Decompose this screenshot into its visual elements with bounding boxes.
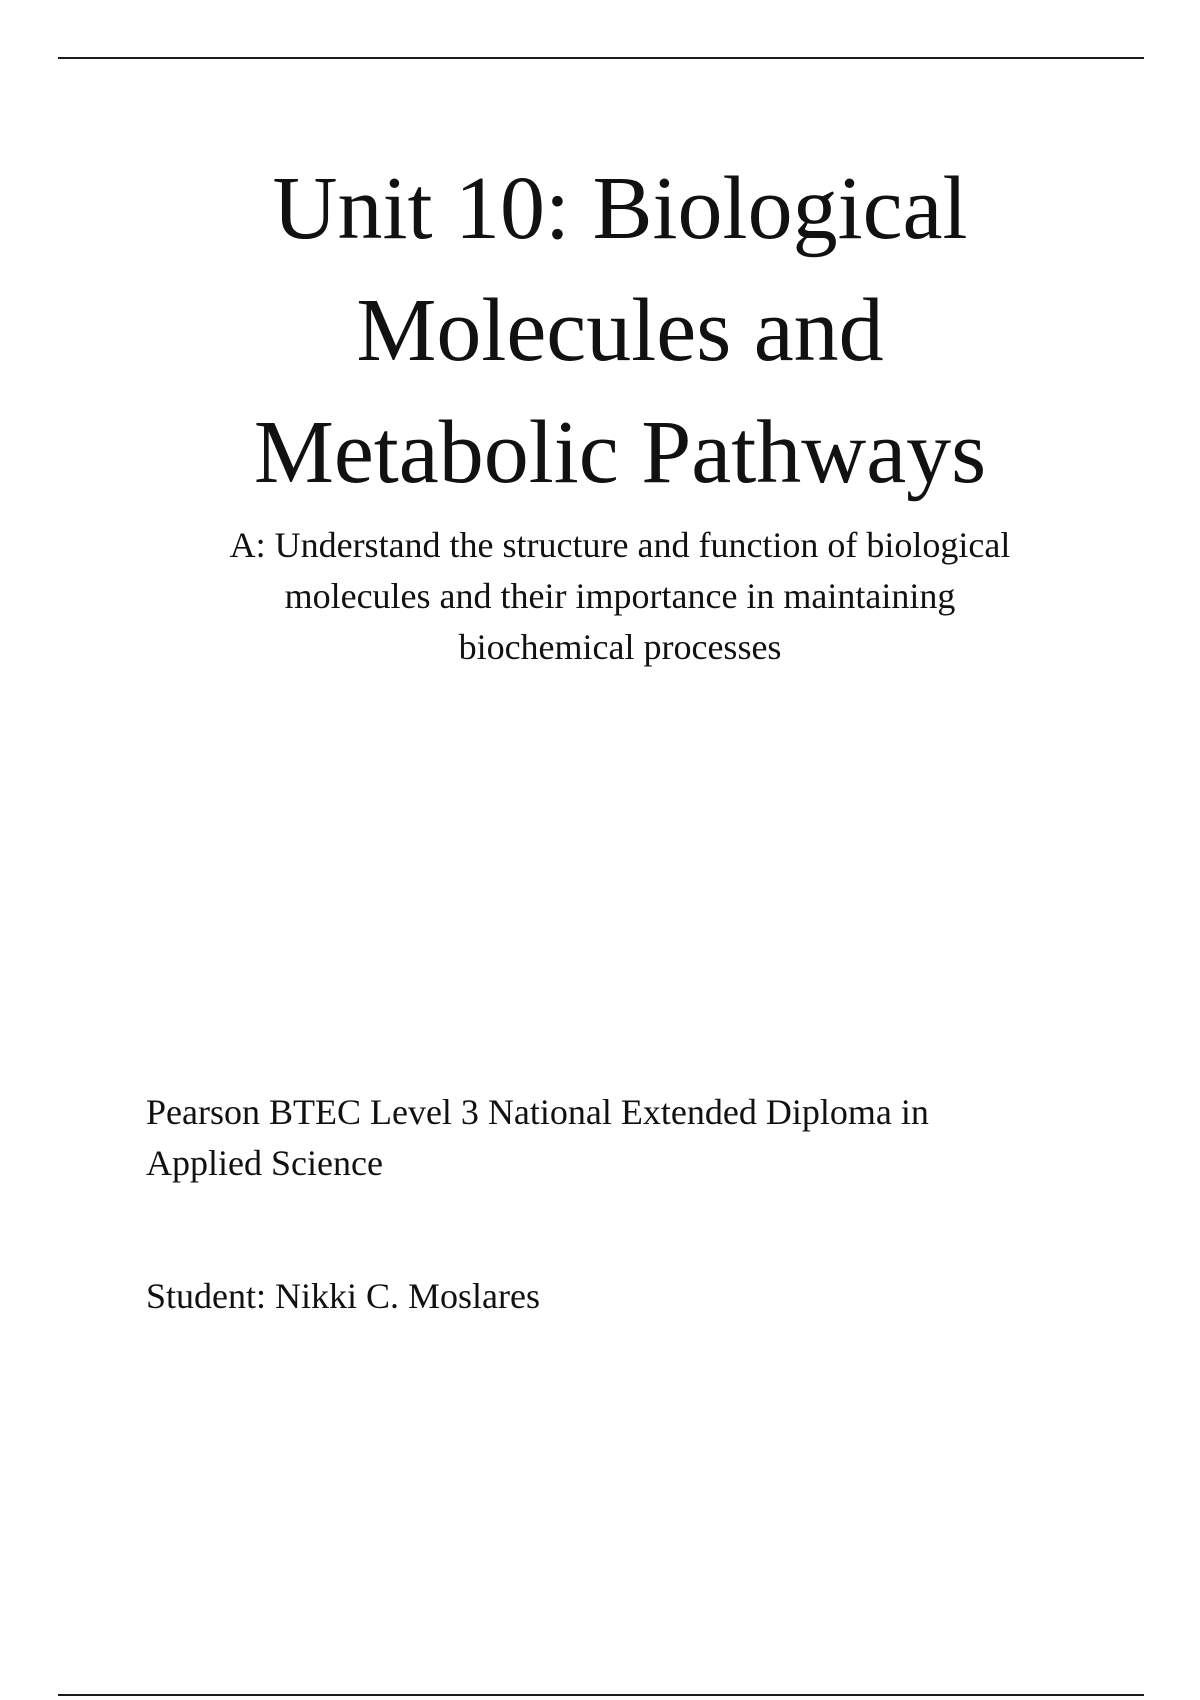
title-line: Unit 10: Biological — [272, 159, 968, 258]
top-rule — [58, 57, 1144, 59]
bottom-rule — [58, 1694, 1144, 1696]
program-name — [146, 1087, 1146, 1189]
student-name: Student: Nikki C. Moslares — [146, 1276, 540, 1316]
title-line: Metabolic Pathways — [253, 403, 987, 502]
subtitle-line: A: Understand the structure and function of biological — [229, 525, 1011, 565]
document-title — [100, 148, 1140, 514]
program-line: Pearson BTEC Level 3 National Extended Diploma in — [146, 1092, 929, 1132]
title-line: Molecules and — [356, 281, 884, 380]
document-subtitle — [120, 520, 1120, 673]
subtitle-line: molecules and their importance in maintaining — [284, 576, 956, 616]
program-line: Applied Science — [146, 1143, 383, 1183]
subtitle-line: biochemical processes — [458, 627, 782, 667]
